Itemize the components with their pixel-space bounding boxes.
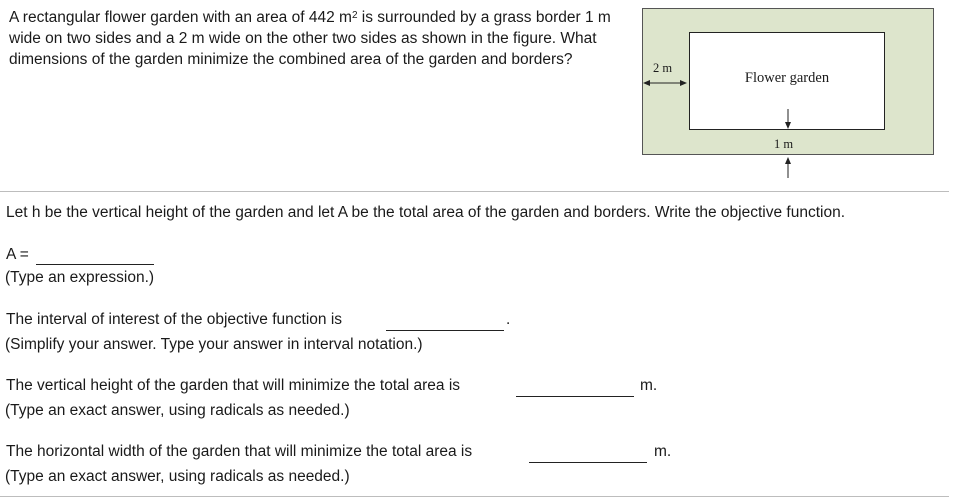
interval-period: . [506,311,511,328]
garden-label: Flower garden [744,70,830,86]
instruction-text: Let h be the vertical height of the garden and let A be the total area of the garden and borders. Write the objective function. [6,204,845,221]
width-unit: m. [654,443,672,460]
height-hint: (Type an exact answer, using radicals as needed.) [5,402,350,419]
objective-function-input[interactable] [36,246,154,265]
bottom-width-label: 1 m [774,137,794,151]
dimension-arrows-icon [642,8,934,188]
problem-text-1: A rectangular flower garden with an area of 442 m [9,9,352,26]
problem-statement [9,7,629,70]
divider-bottom [0,496,949,497]
garden-figure [642,8,934,155]
height-unit: m. [640,377,658,394]
width-label: The horizontal width of the garden that will minimize the total area is [6,443,473,460]
problem-text-2: is surrounded by a grass border 1 m wide on two sides and a 2 m wide on the other two sides as shown in the figure. What dimensions of the garden minimize the combined area of the garden and borders? [9,9,611,68]
interval-label: The interval of interest of the objective function is [6,311,343,328]
width-input[interactable] [529,444,647,463]
side-width-label: 2 m [653,61,673,75]
objective-function-hint: (Type an expression.) [5,269,155,286]
width-hint: (Type an exact answer, using radicals as needed.) [5,468,350,485]
height-label: The vertical height of the garden that will minimize the total area is [6,377,461,394]
divider-top [0,191,949,192]
objective-function-label: A = [6,246,29,263]
interval-hint: (Simplify your answer. Type your answer in interval notation.) [5,336,423,353]
interval-input[interactable] [386,312,504,331]
height-input[interactable] [516,378,634,397]
problem-superscript: 2 [351,10,358,21]
